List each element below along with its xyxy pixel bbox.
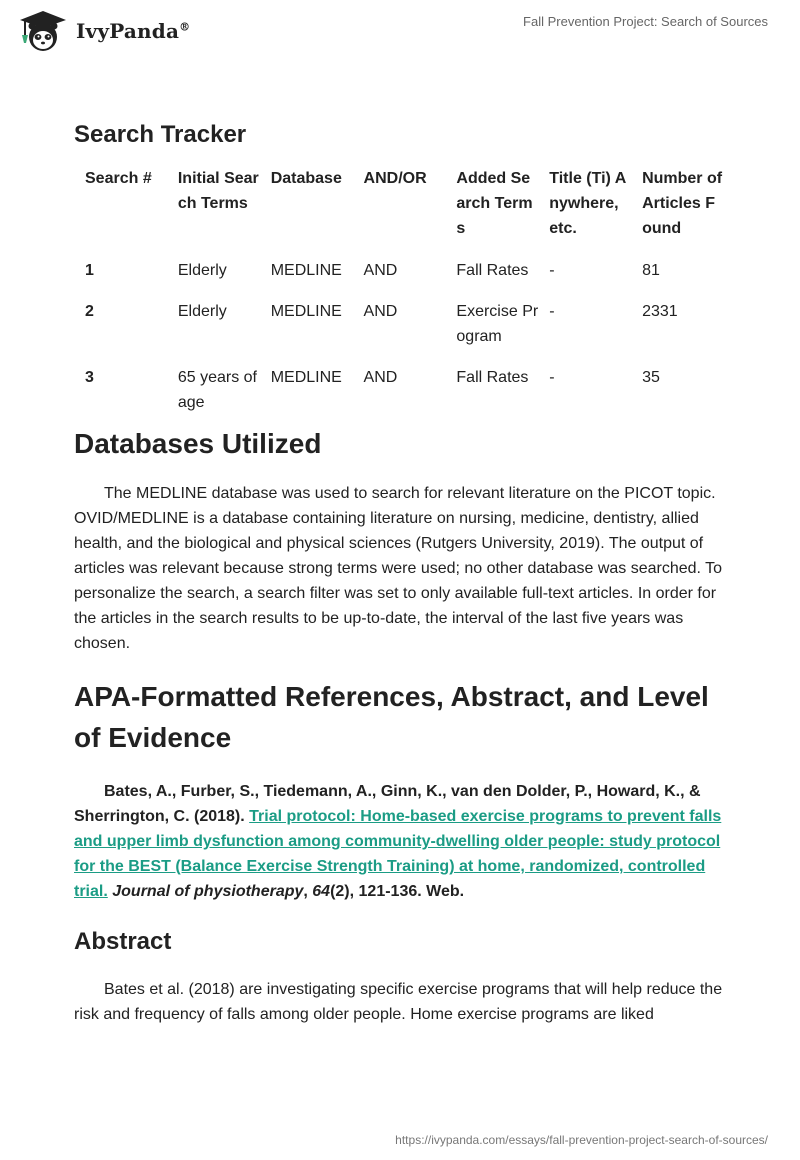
column-header: Search #	[85, 170, 152, 187]
reference-authors: Bates, A., Furber, S., Tiedemann, A., Ginn, K., van den Dolder, P., Howard, K., & Sherrington, C. (2018).	[74, 783, 701, 825]
table-cell: AND	[363, 262, 398, 279]
search-tracker-heading: Search Tracker	[74, 121, 247, 148]
table-cell: AND	[363, 369, 398, 386]
column-header: Database	[270, 170, 342, 187]
table-cell: Elderly	[177, 262, 227, 279]
table-cell: MEDLINE	[270, 369, 342, 386]
table-cell: 81	[642, 262, 660, 279]
column-header: Initial Search Terms	[177, 170, 259, 212]
reference-volume: 64	[312, 883, 331, 900]
table-cell: MEDLINE	[270, 262, 342, 279]
abstract-paragraph: Bates et al. (2018) are investigating specific exercise programs that will help reduce the risk and frequency of falls among older people. Home exercise programs are liked	[74, 981, 723, 1023]
reference-link[interactable]: Trial protocol: Home-based exercise programs to prevent falls and upper limb dysfunction among community-dwelling older people: study protocol for the BEST (Balance Exercise Strength Training) at home, randomized, controlled trial.	[74, 808, 722, 900]
essay-content	[74, 118, 724, 1027]
abstract-heading: Abstract	[74, 928, 172, 955]
table-cell: Exercise Program	[456, 303, 539, 345]
column-header: AND/OR	[363, 170, 427, 187]
page-header	[0, 0, 800, 62]
table-row	[74, 258, 724, 299]
column-header: Title (Ti) Anywhere, etc.	[549, 170, 627, 237]
table-header-row	[74, 166, 724, 258]
reference-entry	[74, 779, 724, 904]
table-cell: 3	[85, 369, 94, 386]
document-title: Fall Prevention Project: Search of Sources	[523, 14, 768, 29]
databases-paragraph: The MEDLINE database was used to search for relevant literature on the PICOT topic. OVID/MEDLINE is a database containing literature on nursing, medicine, dentistry, allied health, and the biological and physical sciences (Rutgers University, 2019). The output of articles was relevant because strong terms were used; no other database was searched. To personalize the search, a search filter was set to only available full-text articles. In order for the articles in the search results to be up-to-date, the interval of the last five years was chosen.	[74, 485, 723, 652]
brand-name: IvyPanda®	[76, 19, 191, 43]
column-header: Added Search Terms	[456, 170, 533, 237]
reference-issue-pages: (2), 121-136. Web.	[330, 883, 465, 900]
ivypanda-logo[interactable]	[16, 9, 190, 53]
table-cell: AND	[363, 303, 398, 320]
table-cell: -	[549, 303, 555, 320]
table-cell: 1	[85, 262, 94, 279]
reference-journal: Journal of physiotherapy	[112, 883, 304, 900]
search-tracker-table	[74, 166, 724, 431]
column-header: Number of Articles Found	[642, 170, 723, 237]
databases-heading: Databases Utilized	[74, 428, 322, 459]
table-cell: 65 years of age	[177, 369, 257, 411]
table-cell: Fall Rates	[456, 262, 529, 279]
table-cell: 2331	[642, 303, 678, 320]
table-row	[74, 299, 724, 365]
references-heading: APA-Formatted References, Abstract, and Level of Evidence	[74, 681, 709, 753]
panda-graduate-icon	[16, 9, 70, 53]
table-cell: Elderly	[177, 303, 227, 320]
table-cell: MEDLINE	[270, 303, 342, 320]
table-cell: Fall Rates	[456, 369, 529, 386]
source-url[interactable]: https://ivypanda.com/essays/fall-prevention-project-search-of-sources/	[395, 1133, 768, 1147]
table-cell: -	[549, 262, 555, 279]
reference-separator: ,	[303, 883, 313, 900]
table-cell: 35	[642, 369, 660, 386]
table-cell: 2	[85, 303, 94, 320]
table-cell: -	[549, 369, 555, 386]
table-row	[74, 365, 724, 431]
